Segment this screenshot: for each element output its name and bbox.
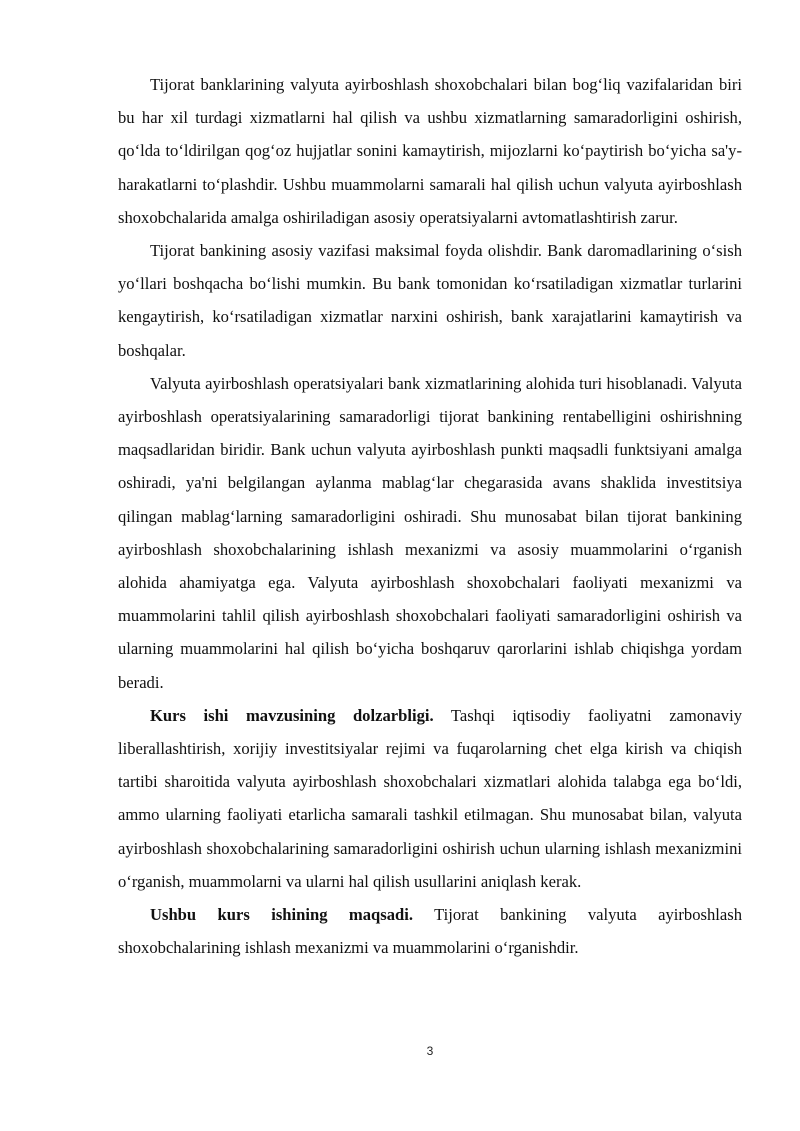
paragraph-text: Tijorat bankining asosiy vazifasi maksimal foyda olishdir. Bank daromadlarining o‘sish yo‘llari boshqacha bo‘lishi mumkin. Bu bank tomonidan ko‘rsatiladigan xizmatlar turlarini kengaytirish, ko‘rsatiladigan xizmatlar narxini oshirish, bank xarajatlarini kamaytirish va boshqalar. — [118, 241, 742, 360]
paragraph-lead: Ushbu kurs ishining maqsadi. — [150, 905, 413, 925]
paragraph-2 — [118, 234, 742, 367]
paragraph-1 — [118, 68, 742, 234]
paragraph-text: Valyuta ayirboshlash operatsiyalari bank xizmatlarining alohida turi hisoblanadi. Valyuta ayirboshlash operatsiyalarining samaradorligi tijorat bankining rentabelligini oshirishning maqsadlaridan biridir. Bank uchun valyuta ayirboshlash punkti maqsadli funktsiyani amalga oshiradi, ya'ni belgilangan aylanma mablag‘lar chegarasida avans shaklida investitsiya qilingan mablag‘larning samaradorligini oshiradi. Shu munosabat bilan tijorat bankining ayirboshlash shoxobchalarining ishlash mexanizmi va asosiy muammolarini o‘rganish alohida ahamiyatga ega. Valyuta ayirboshlash shoxobchalari faoliyati mexanizmi va muammolarini tahlil qilish ayirboshlash shoxobchalari faoliyati samaradorligini oshirish va ularning muammolarini hal qilish bo‘yicha boshqaruv qarorlarini ishlab chiqishga yordam beradi. — [118, 373, 742, 692]
paragraph-lead: Kurs ishi mavzusining dolzarbligi. — [150, 705, 434, 725]
paragraph-text: Tashqi iqtisodiy faoliyatni zamonaviy liberallashtirish, xorijiy investitsiyalar rejimi va fuqarolarning chet elga kirish va chiqish tartibi sharoitida valyuta ayirboshlash shoxobchalari xizmatlari alohida talabga ega bo‘ldi, ammo ularning faoliyati etarlicha samarali tashkil etilmagan. Shu munosabat bilan, valyuta ayirboshlash shoxobchalarining samaradorligini oshirish uchun ularning ishlash mexanizmini o‘rganish, muammolarni va ularni hal qilish usullarini aniqlash kerak. — [118, 705, 742, 891]
page-number: 3 — [426, 1044, 434, 1058]
paragraph-text: Tijorat bankining valyuta ayirboshlash shoxobchalarining ishlash mexanizmi va muammolarini o‘rganishdir. — [118, 905, 742, 958]
paragraph-text: Tijorat banklarining valyuta ayirboshlash shoxobchalari bilan bog‘liq vazifalaridan biri bu har xil turdagi xizmatlarni hal qilish va ushbu xizmatlarning samaradorligini oshirish, qo‘lda to‘ldirilgan qog‘oz hujjatlar sonini kamaytirish, mijozlarni ko‘paytirish bo‘yicha sa'y-harakatlarni to‘plashdir. Ushbu muammolarni samarali hal qilish uchun valyuta ayirboshlash shoxobchalarida amalga oshiriladigan asosiy operatsiyalarni avtomatlashtirish zarur. — [118, 75, 742, 227]
document-page — [118, 68, 742, 964]
paragraph-3 — [118, 367, 742, 699]
paragraph-goal — [118, 898, 742, 964]
paragraph-relevance — [118, 699, 742, 898]
